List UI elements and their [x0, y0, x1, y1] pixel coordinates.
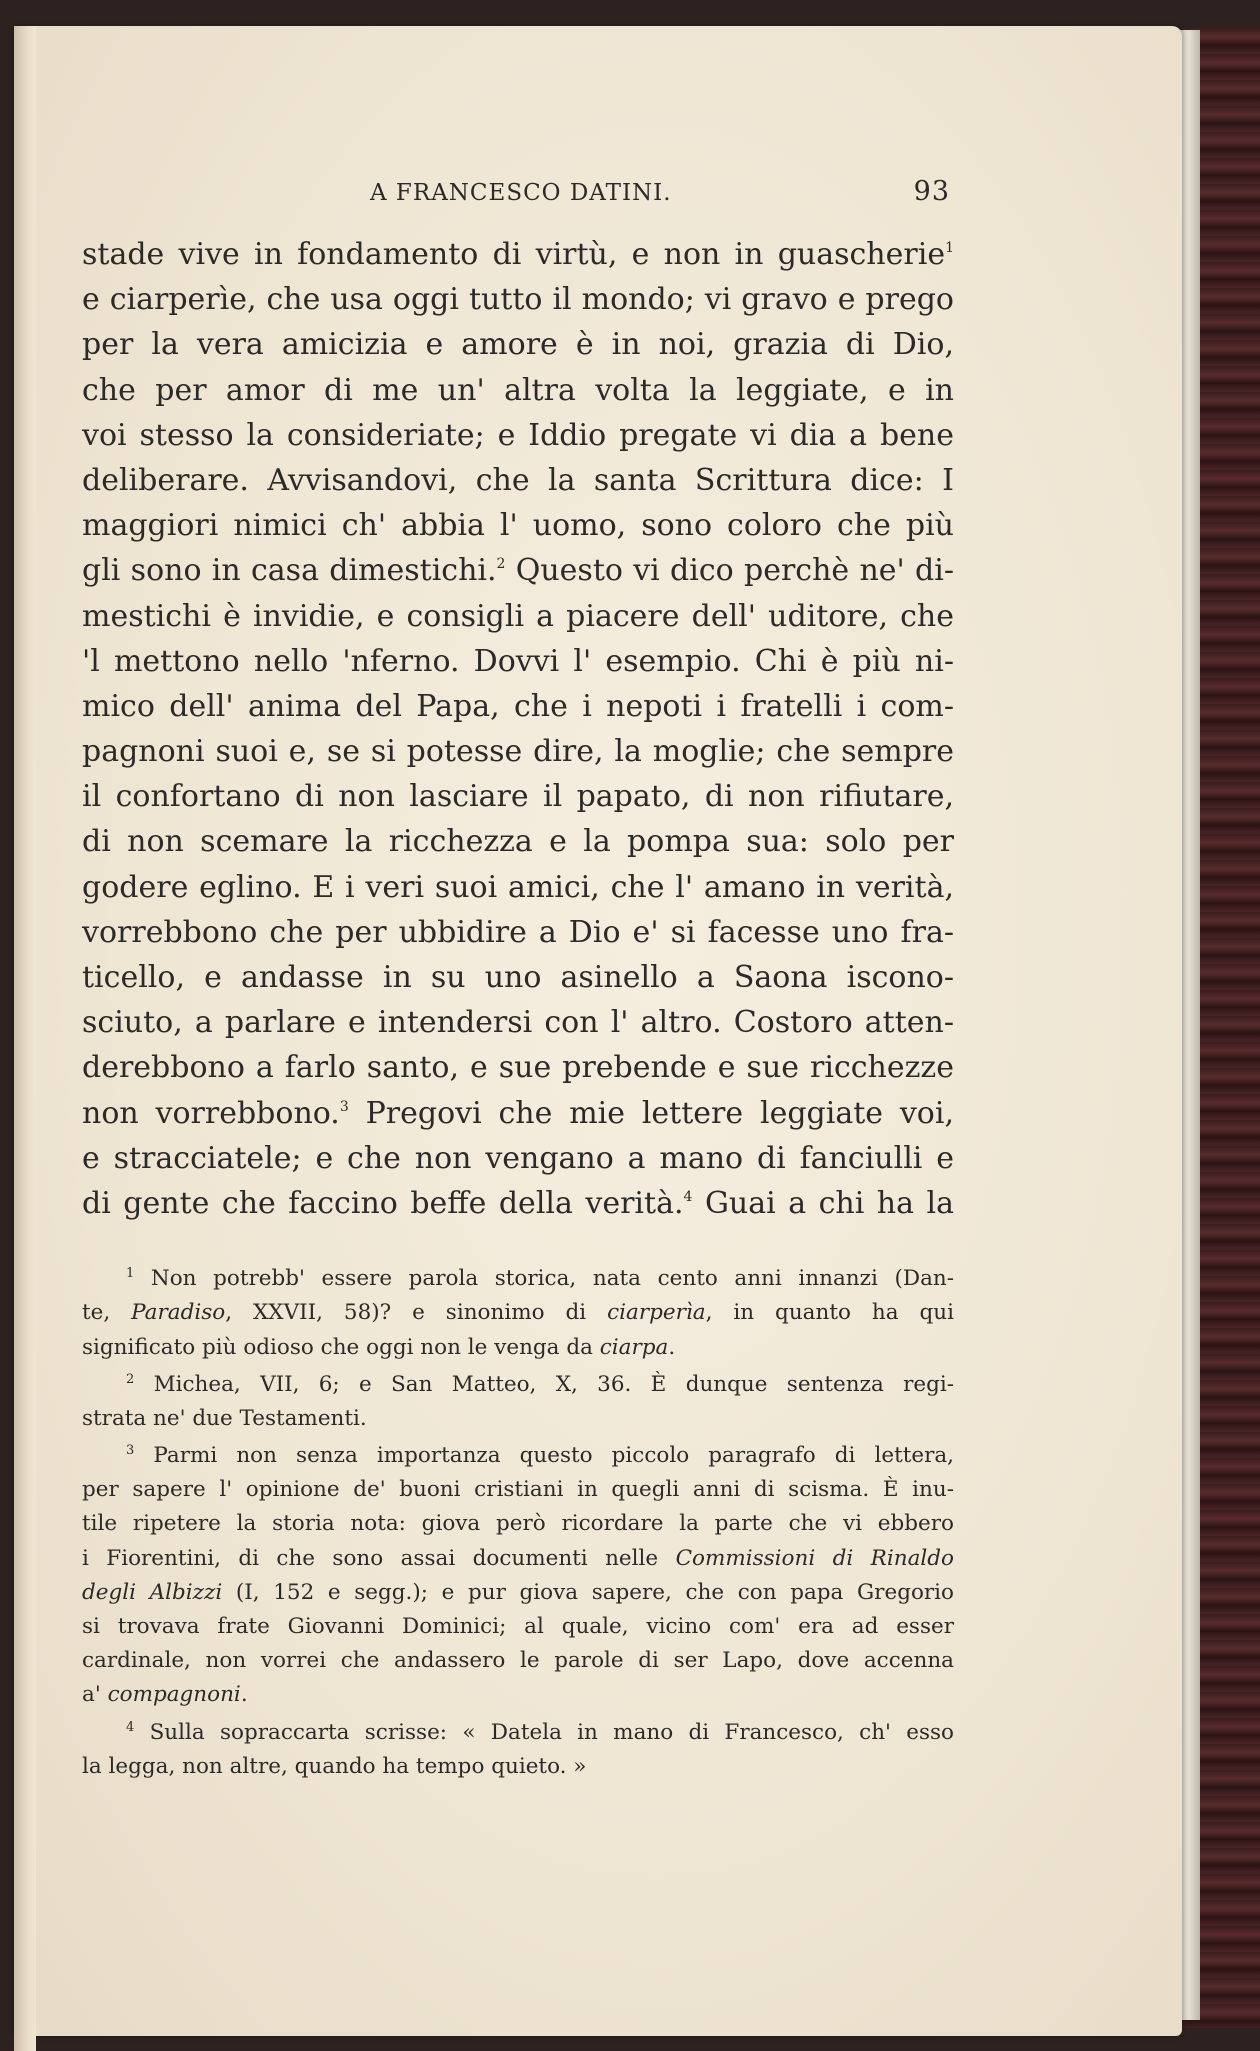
footnote-4: $^4$ Sulla sopraccarta scrisse: « Datela in mano di Francesco, ch' esso	[126, 1719, 954, 1745]
footnote-3: tile ripetere la storia nota: giova però ricordare la parte che vi ebbero	[82, 1511, 954, 1537]
book-page	[14, 26, 1182, 2036]
footnote-1: $^1$ Non potrebb' essere parola storica, nata cento anni innanzi (Dan-	[126, 1266, 954, 1292]
text-line: pagnoni suoi e, se si potesse dire, la moglie; che sempre	[82, 734, 954, 770]
footnote-3: per sapere l' opinione de' buoni cristiani in quegli anni di scisma. È inu-	[82, 1477, 954, 1503]
text-line: ticello, e andasse in su uno asinello a Saona iscono-	[82, 960, 954, 995]
running-title: A FRANCESCO DATINI.	[370, 180, 672, 206]
footnote-3: a' compagnoni.	[82, 1682, 248, 1708]
footnote-2: $^2$ Michea, VII, 6; e San Matteo, X, 36. È dunque sentenza regi-	[126, 1371, 954, 1397]
footnote-3: $^3$ Parmi non senza importanza questo piccolo paragrafo di lettera,	[126, 1443, 954, 1469]
footnote-number: 3	[126, 1443, 135, 1459]
footnotes	[82, 1262, 954, 1784]
footnote-number: 4	[126, 1719, 135, 1735]
text-line: mico dell' anima del Papa, che i nepoti i fratelli i com-	[82, 688, 954, 724]
footnote-number: 2	[126, 1371, 135, 1387]
text-line: mestichi è invidie, e consigli a piacere dell' uditore, che	[82, 598, 954, 634]
text-line: sciuto, a parlare e intendersi con l' altro. Costoro atten-	[82, 1005, 954, 1041]
page-number: 93	[913, 176, 950, 207]
running-head	[82, 176, 954, 216]
text-line: non vorrebbono.$^3$ Pregovi che mie lettere leggiate voi,	[82, 1095, 954, 1131]
footnote-mark: 1	[945, 240, 954, 256]
footnote-4: la legga, non altre, quando ha tempo quieto. »	[82, 1753, 587, 1779]
text-line: di non scemare la ricchezza e la pompa sua: solo per	[82, 824, 954, 860]
footnote-mark: 2	[496, 556, 506, 573]
text-line: di gente che faccino beffe della verità.$^4$ Guai a chi ha la	[82, 1185, 954, 1221]
text-line: derebbono a farlo santo, e sue prebende e sue ricchezze	[82, 1050, 954, 1086]
footnote-1: significato più odioso che oggi non le venga da ciarpa.	[82, 1334, 676, 1360]
footnote-mark: 4	[683, 1188, 693, 1205]
text-line: godere eglino. E i veri suoi amici, che l' amano in verità,	[82, 869, 954, 905]
text-line: e stracciatele; e che non vengano a mano di fanciulli e	[82, 1140, 954, 1176]
text-line: gli sono in casa dimestichi.$^2$ Questo vi dico perchè ne' di-	[82, 553, 954, 589]
footnote-3: cardinale, non vorrei che andassero le parole di ser Lapo, dove accenna	[82, 1648, 954, 1674]
text-line: il confortano di non lasciare il papato, di non rifiutare,	[82, 779, 954, 815]
text-line: 'l mettono nello 'nferno. Dovvi l' esempio. Chi è più ni-	[82, 643, 954, 679]
footnote-number: 1	[126, 1266, 135, 1282]
text-line: maggiori nimici ch' abbia l' uomo, sono coloro che più	[82, 508, 954, 544]
footnote-mark: 3	[339, 1098, 349, 1115]
footnote-3: i Fiorentini, di che sono assai documenti nelle Commissioni di Rinaldo	[82, 1545, 954, 1571]
footnote-1: te, Paradiso, XXVII, 58)? e sinonimo di ciarperìa, in quanto ha qui	[82, 1300, 954, 1326]
text-line: che per amor di me un' altra volta la leggiate, e in	[82, 372, 954, 408]
page-text	[82, 176, 954, 1784]
text-line: voi stesso la consideriate; e Iddio pregate vi dia a bene	[82, 417, 954, 453]
footnote-2: strata ne' due Testamenti.	[82, 1405, 367, 1431]
text-line: e ciarperìe, che usa oggi tutto il mondo; vi gravo e prego	[82, 282, 954, 318]
footnote-3: si trovava frate Giovanni Dominici; al quale, vicino com' era ad esser	[82, 1614, 954, 1639]
body-text	[82, 232, 954, 1226]
text-line: stade vive in fondamento di virtù, e non in guascherie$^1$	[82, 237, 954, 272]
previous-page-edge	[14, 26, 36, 2051]
footnote-3: degli Albizzi (I, 152 e segg.); e pur giova sapere, che con papa Gregorio	[82, 1579, 954, 1605]
text-line: deliberare. Avvisandovi, che la santa Scrittura dice: I	[82, 462, 954, 498]
text-line: per la vera amicizia e amore è in noi, grazia di Dio,	[82, 327, 954, 363]
text-line: vorrebbono che per ubbidire a Dio e' si facesse uno fra-	[82, 914, 954, 950]
